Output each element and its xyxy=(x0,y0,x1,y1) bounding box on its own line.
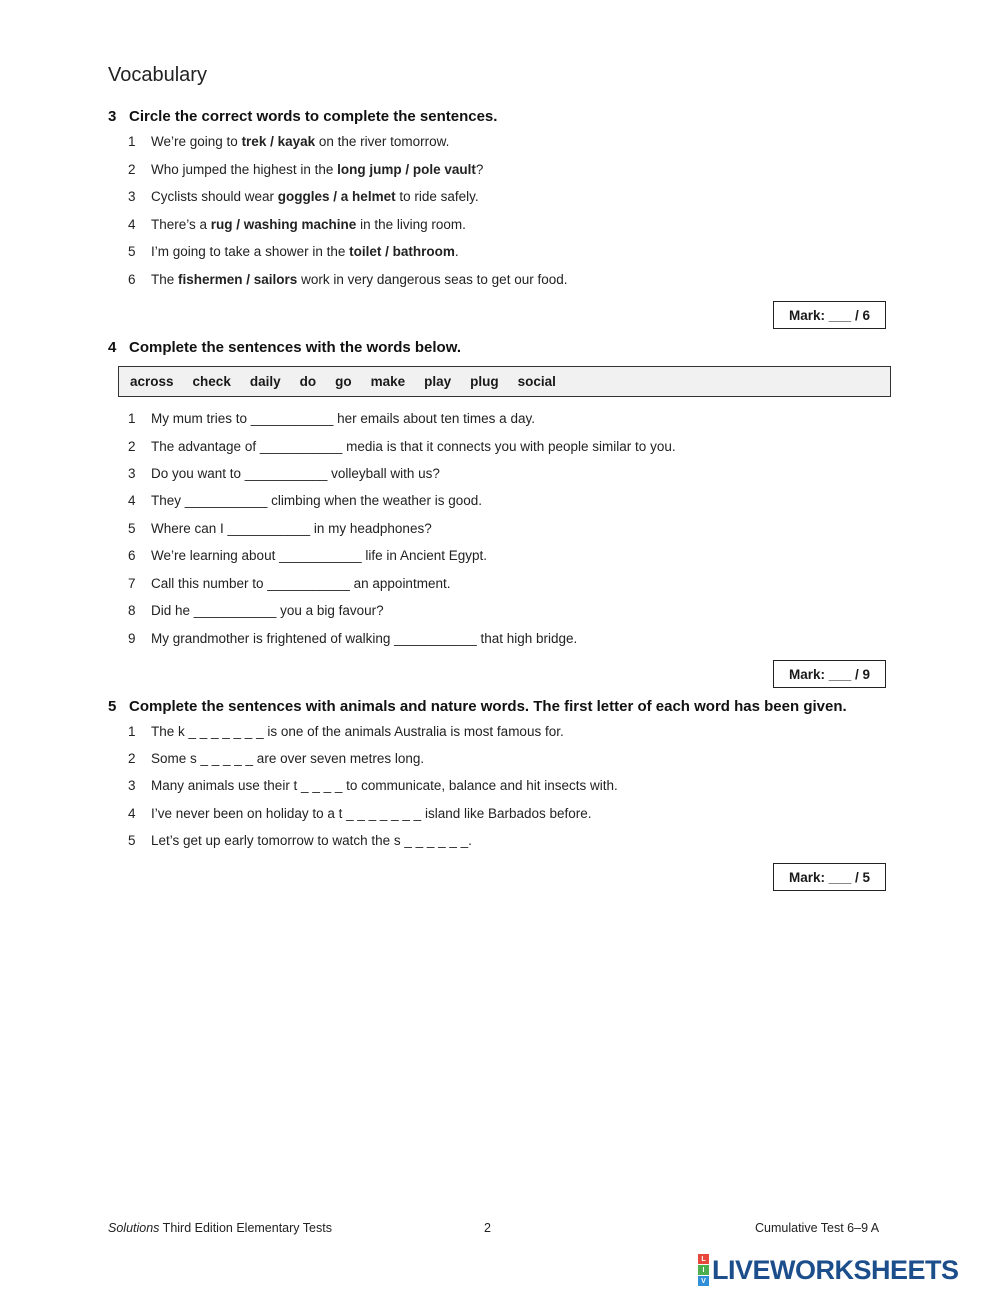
mark-box-ex5: Mark: ___ / 5 xyxy=(773,863,886,891)
ex4-item-1[interactable]: 1 My mum tries to ___________ her emails about ten times a day. xyxy=(128,411,535,426)
ex4-item-2[interactable]: 2 The advantage of ___________ media is that it connects you with people similar to you. xyxy=(128,439,676,454)
ex4-item-9[interactable]: 9 My grandmother is frightened of walking ___________ that high bridge. xyxy=(128,631,578,646)
exercise-instruction: Complete the sentences with the words below. xyxy=(129,339,461,356)
mark-box-ex3: Mark: ___ / 6 xyxy=(773,301,886,329)
exercise-instruction: Complete the sentences with animals and nature words. The first letter of each word has been given. xyxy=(129,698,847,715)
word-choice[interactable]: long jump / pole vault xyxy=(337,162,476,177)
word-choice[interactable]: trek / kayak xyxy=(241,134,316,149)
ex3-item-6: 6 The fishermen / sailors work in very dangerous seas to get our food. xyxy=(128,272,568,287)
word-bank-item: do xyxy=(299,374,317,389)
word-bank-item: across xyxy=(130,374,174,389)
word-choice[interactable]: toilet / bathroom xyxy=(349,244,455,259)
word-bank-item: social xyxy=(517,374,556,389)
word-bank-item: check xyxy=(192,374,231,389)
exercise-instruction: Circle the correct words to complete the sentences. xyxy=(129,108,498,125)
ex4-item-6[interactable]: 6 We’re learning about ___________ life in Ancient Egypt. xyxy=(128,548,487,563)
ex5-item-4[interactable]: 4 I’ve never been on holiday to a t _ _ _ _ _ _ _ island like Barbados before. xyxy=(128,806,592,821)
word-bank-item: go xyxy=(335,374,352,389)
footer-left: Solutions Third Edition Elementary Tests xyxy=(108,1221,332,1235)
word-bank-item: make xyxy=(370,374,406,389)
ex5-item-1[interactable]: 1 The k _ _ _ _ _ _ _ is one of the animals Australia is most famous for. xyxy=(128,724,564,739)
liveworksheets-logo[interactable] xyxy=(698,1253,959,1287)
exercise-number: 4 xyxy=(108,339,117,356)
mark-box-ex4: Mark: ___ / 9 xyxy=(773,660,886,688)
ex3-item-4: 4 There’s a rug / washing machine in the living room. xyxy=(128,217,466,232)
exercise-number: 5 xyxy=(108,698,117,715)
ex3-item-5: 5 I’m going to take a shower in the toilet / bathroom. xyxy=(128,244,459,259)
ex4-item-3[interactable]: 3 Do you want to ___________ volleyball with us? xyxy=(128,466,440,481)
word-bank-item: play xyxy=(424,374,452,389)
word-bank-item: daily xyxy=(249,374,281,389)
ex4-item-8[interactable]: 8 Did he ___________ you a big favour? xyxy=(128,603,384,618)
section-title: Vocabulary xyxy=(108,64,207,86)
word-choice[interactable]: rug / washing machine xyxy=(210,217,357,232)
word-choice[interactable]: goggles / a helmet xyxy=(277,189,396,204)
ex5-item-5[interactable]: 5 Let’s get up early tomorrow to watch the s _ _ _ _ _ _. xyxy=(128,833,472,848)
ex4-item-5[interactable]: 5 Where can I ___________ in my headphones? xyxy=(128,521,432,536)
ex4-item-4[interactable]: 4 They ___________ climbing when the weather is good. xyxy=(128,493,482,508)
footer-right: Cumulative Test 6–9 A xyxy=(755,1221,880,1235)
ex5-item-2[interactable]: 2 Some s _ _ _ _ _ are over seven metres long. xyxy=(128,751,425,766)
ex3-item-3: 3 Cyclists should wear goggles / a helmet to ride safely. xyxy=(128,189,479,204)
exercise-4-heading xyxy=(108,339,461,356)
word-choice[interactable]: fishermen / sailors xyxy=(178,272,298,287)
exercise-5-heading xyxy=(108,698,847,715)
ex5-item-3[interactable]: 3 Many animals use their t _ _ _ _ to communicate, balance and hit insects with. xyxy=(128,778,618,793)
word-bank-item: plug xyxy=(470,374,499,389)
page-number: 2 xyxy=(484,1221,491,1235)
logo-tiles-icon: L I V xyxy=(698,1254,709,1286)
ex3-item-1: 1 We’re going to trek / kayak on the river tomorrow. xyxy=(128,134,450,149)
exercise-3-heading xyxy=(108,108,497,125)
ex3-item-2: 2 Who jumped the highest in the long jump / pole vault? xyxy=(128,162,484,177)
word-bank xyxy=(118,366,891,397)
exercise-number: 3 xyxy=(108,108,117,125)
ex4-item-7[interactable]: 7 Call this number to ___________ an appointment. xyxy=(128,576,451,591)
logo-text: LIVEWORKSHEETS xyxy=(712,1254,959,1285)
